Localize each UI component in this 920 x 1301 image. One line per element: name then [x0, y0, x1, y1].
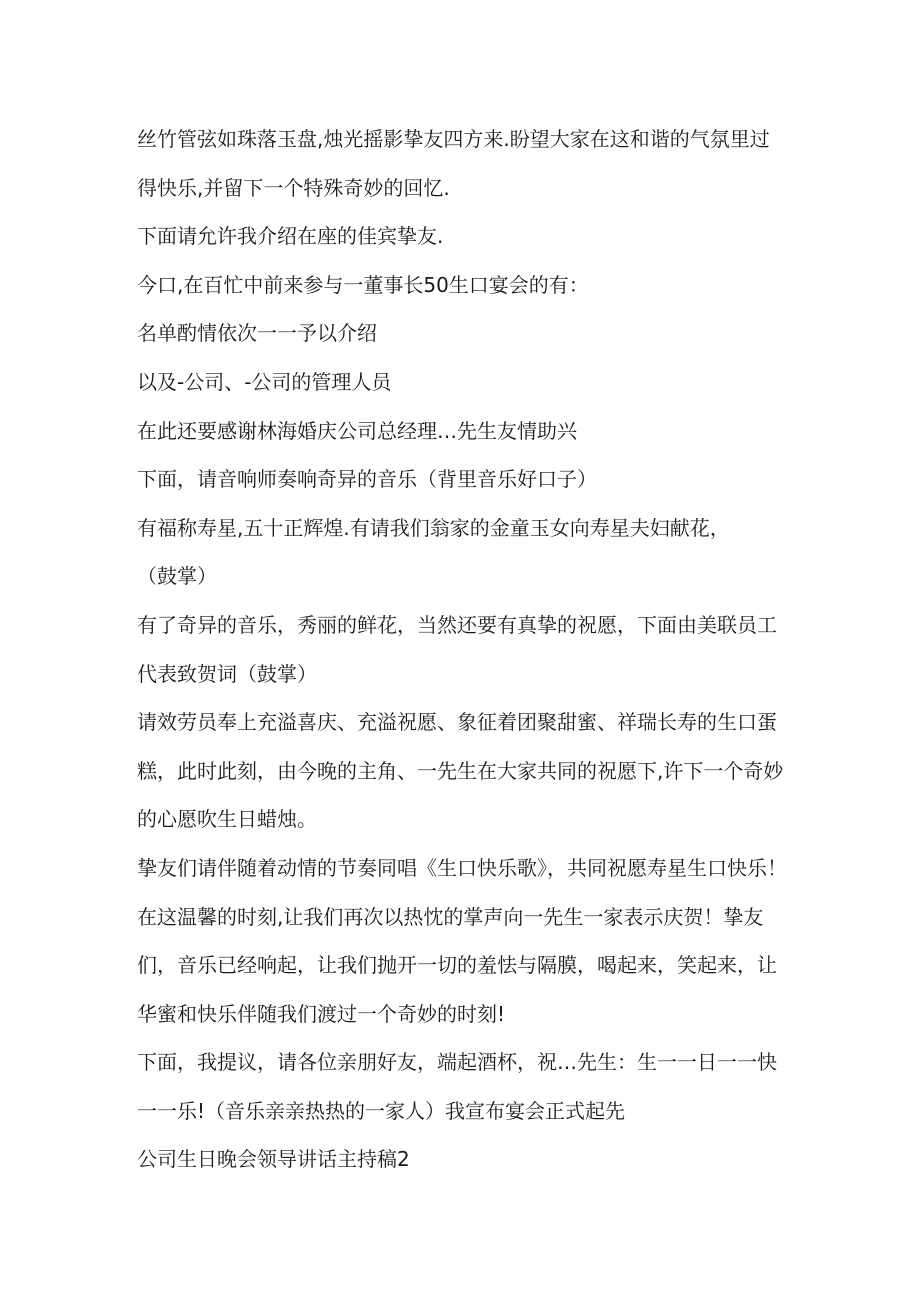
text-line: 今口,在百忙中前来参与一董事长50生口宴会的有：	[137, 272, 589, 297]
text-line: 下面，请音响师奏响奇异的音乐（背里音乐好口子）	[137, 467, 597, 492]
text-line: 以及-公司、-公司的管理人员	[137, 369, 392, 394]
text-line: 有福称寿星,五十正辉煌.有请我们翁家的金童玉女向寿星夫妇献花，	[137, 515, 730, 540]
text-line: 挚友们请伴随着动情的节奏同唱《生口快乐歌》，共同祝愿寿星生口快乐！	[137, 855, 787, 880]
text-line: 糕，此时此刻，由今晚的主角、一先生在大家共同的祝愿下,许下一个奇妙	[137, 758, 784, 783]
text-line: 得快乐,并留下一个特殊奇妙的回忆.	[137, 175, 450, 200]
text-line: 有了奇异的音乐，秀丽的鲜花，当然还要有真挚的祝愿，下面由美联员工	[137, 612, 777, 637]
text-line: 下面请允许我介绍在座的佳宾挚友.	[137, 224, 444, 249]
text-line: 们，音乐已经响起，让我们抛开一切的羞怯与隔膜，喝起来，笑起来，让	[137, 953, 777, 978]
text-line: 名单酌情依次一一予以介绍	[137, 321, 377, 346]
document-body	[137, 115, 797, 1184]
section-heading: 公司生日晚会领导讲话主持稿2	[137, 1147, 410, 1172]
text-line: 在这温馨的时刻,让我们再次以热忱的掌声向一先生一家表示庆贺！挚友	[137, 904, 764, 929]
text-line: 在此还要感谢林海婚庆公司总经理…先生友情助兴	[137, 418, 577, 443]
text-line: 请效劳员奉上充溢喜庆、充溢祝愿、象征着团聚甜蜜、祥瑞长寿的生口蛋	[137, 710, 777, 735]
text-line: 华蜜和快乐伴随我们渡过一个奇妙的时刻!	[137, 1001, 506, 1026]
text-line: 的心愿吹生日蜡烛。	[137, 807, 317, 832]
text-line: 丝竹管弦如珠落玉盘,烛光摇影挚友四方来.盼望大家在这和谐的气氛里过	[137, 127, 770, 151]
text-line: （鼓掌）	[137, 564, 217, 589]
text-line: 下面，我提议，请各位亲朋好友，端起酒杯，祝…先生：生一一日一一快	[137, 1050, 777, 1075]
text-line: 一一乐!（音乐亲亲热热的一家人）我宣布宴会正式起先	[137, 1098, 626, 1123]
text-line: 代表致贺词（鼓掌）	[137, 661, 317, 686]
